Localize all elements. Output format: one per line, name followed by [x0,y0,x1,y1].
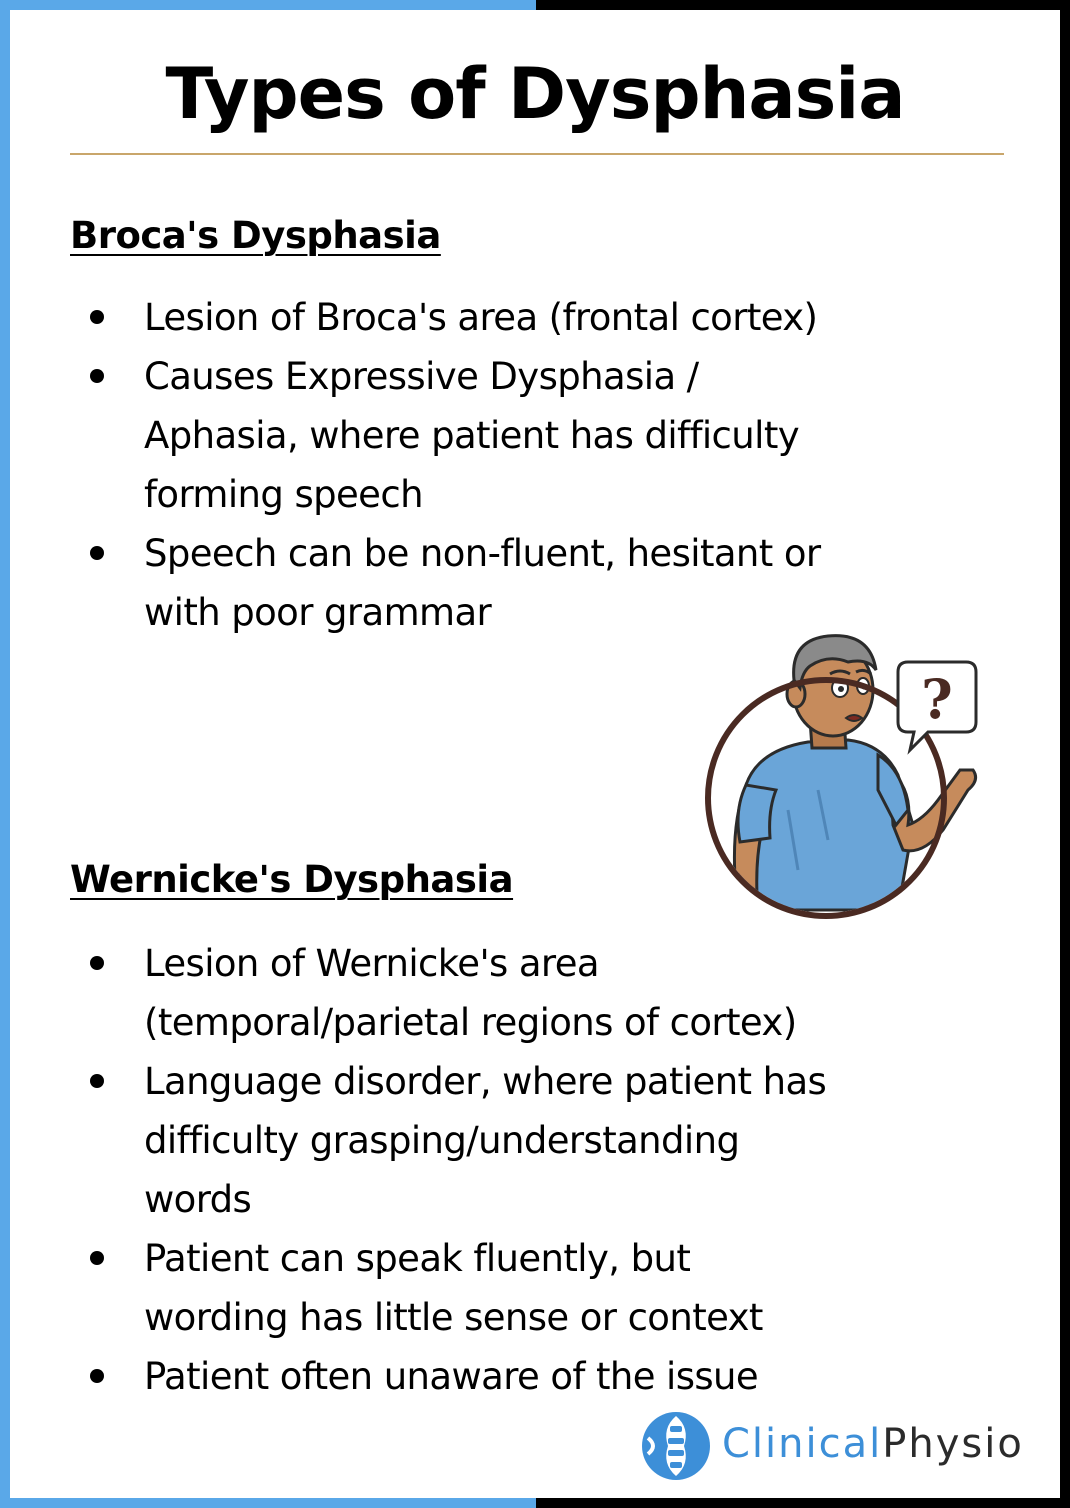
list-item-text: Causes Expressive Dysphasia / Aphasia, where patient has difficulty forming speech [144,355,800,516]
frame-left-accent [0,0,10,1508]
list-item-text: Speech can be non-fluent, hesitant or with poor grammar [144,532,821,634]
list-item-text: Patient can speak fluently, but wording has little sense or context [144,1237,763,1339]
frame-top-accent [0,0,536,10]
wernicke-bullet-list [10,934,1010,1406]
frame-bottom-accent [0,1498,536,1508]
list-item [10,1347,844,1406]
bullet-icon [90,1074,104,1088]
section-heading-broca: Broca's Dysphasia [70,214,441,257]
bullet-icon [90,1369,104,1383]
title-divider [70,153,1004,155]
list-item [10,347,844,524]
bullet-icon [90,1251,104,1265]
list-item [10,934,844,1052]
speech-bubble-question-mark: ? [921,667,953,731]
document-page [10,10,1060,1498]
bullet-icon [90,956,104,970]
section-heading-wernicke: Wernicke's Dysphasia [70,858,514,901]
list-item-text: Patient often unaware of the issue [144,1355,759,1398]
clinicalphysio-logo [638,1406,1048,1486]
bullet-icon [90,546,104,560]
logo-text-physio: Physio [882,1421,1024,1467]
page-title: Types of Dysphasia [165,53,905,135]
bullet-icon [90,369,104,383]
spine-logo-icon [638,1408,714,1484]
list-item [10,1229,844,1347]
list-item [10,1052,844,1229]
broca-bullet-list [10,288,1010,642]
list-item-text: Lesion of Wernicke's area (temporal/parietal regions of cortex) [144,942,797,1044]
logo-text-clinical: Clinical [722,1421,883,1467]
bullet-icon [90,310,104,324]
list-item [10,288,844,347]
confused-man-icon [698,610,988,920]
list-item-text: Lesion of Broca's area (frontal cortex) [144,296,818,339]
list-item-text: Language disorder, where patient has difficulty grasping/understanding words [144,1060,827,1221]
logo-wordmark [722,1416,1024,1472]
